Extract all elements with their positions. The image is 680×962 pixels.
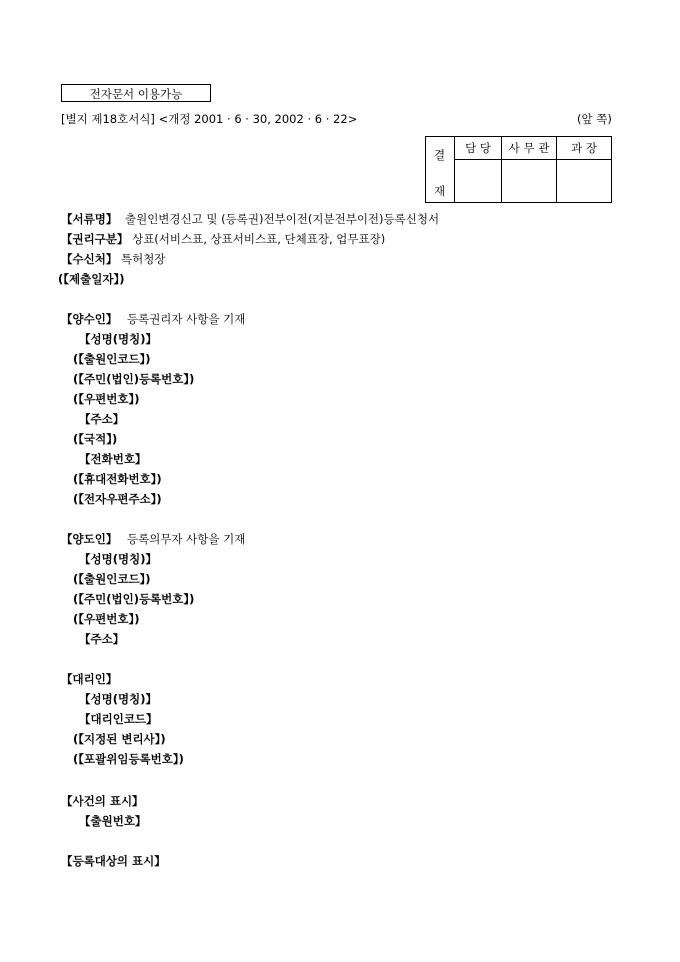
approval-sign-chief[interactable] <box>557 160 612 203</box>
electronic-document-badge: 전자문서 이용가능 <box>61 84 211 102</box>
approval-label-cell <box>426 137 455 203</box>
agent-field: 【대리인코드】 <box>79 712 158 726</box>
assignor-field: (【주민(법인)등록번호】) <box>73 592 195 606</box>
assignee-field: (【전자우편주소】) <box>73 492 162 506</box>
agent-field: (【포괄위임등록번호】) <box>73 752 184 766</box>
approval-column-officer: 사 무 관 <box>502 137 557 160</box>
assignee-field: 【성명(명칭)】 <box>79 332 157 346</box>
case-field: 【출원번호】 <box>79 814 147 828</box>
agent-heading: 【대리인】 <box>61 672 118 686</box>
recipient-row <box>61 252 165 266</box>
assignor-field: 【주소】 <box>79 632 125 646</box>
doc-name-row <box>61 212 439 226</box>
assignor-field: (【우편번호】) <box>73 612 140 626</box>
assignee-field: 【주소】 <box>79 412 125 426</box>
approval-column-chief: 과 장 <box>557 137 612 160</box>
right-type-value: 상표(서비스표, 상표서비스표, 단체표장, 업무표장) <box>132 232 386 246</box>
assignee-heading-row <box>61 312 245 326</box>
approval-sign-officer[interactable] <box>502 160 557 203</box>
front-side-label: (앞 쪽) <box>577 112 612 126</box>
assignor-heading: 【양도인】 <box>61 532 118 546</box>
doc-name-label: 【서류명】 <box>61 212 118 226</box>
assignor-heading-row <box>61 532 245 546</box>
approval-label-top: 결 <box>434 147 446 162</box>
assignee-field: (【휴대전화번호】) <box>73 472 162 486</box>
assignee-field: (【주민(법인)등록번호】) <box>73 372 195 386</box>
assignee-field: (【국적】) <box>73 432 118 446</box>
approval-column-staff: 담 당 <box>455 137 502 160</box>
approval-label-bottom: 재 <box>434 183 446 198</box>
assignee-heading: 【양수인】 <box>61 312 118 326</box>
recipient-value: 특허청장 <box>120 252 166 266</box>
agent-field: (【지정된 변리사】) <box>73 732 166 746</box>
assignee-field: (【우편번호】) <box>73 392 140 406</box>
assignor-field: 【성명(명칭)】 <box>79 552 157 566</box>
registration-target-heading: 【등록대상의 표시】 <box>61 854 166 868</box>
approval-table <box>425 136 612 203</box>
right-type-row <box>61 232 385 246</box>
assignee-heading-note: 등록권리자 사항을 기재 <box>126 312 246 326</box>
case-heading: 【사건의 표시】 <box>61 794 144 808</box>
form-header: [별지 제18호서식] <개정 2001 · 6 · 30, 2002 · 6 · 22> <box>61 112 358 126</box>
doc-name-value: 출원인변경신고 및 (등록권)전부이전(지분전부이전)등록신청서 <box>124 212 440 226</box>
right-type-label: 【권리구분】 <box>61 232 129 246</box>
recipient-label: 【수신처】 <box>61 252 118 266</box>
agent-field: 【성명(명칭)】 <box>79 692 157 706</box>
approval-sign-staff[interactable] <box>455 160 502 203</box>
assignor-heading-note: 등록의무자 사항을 기재 <box>126 532 246 546</box>
assignee-field: 【전화번호】 <box>79 452 147 466</box>
assignor-field: (【출원인코드】) <box>73 572 151 586</box>
assignee-field: (【출원인코드】) <box>73 352 151 366</box>
submit-date: (【제출일자】) <box>58 272 125 286</box>
